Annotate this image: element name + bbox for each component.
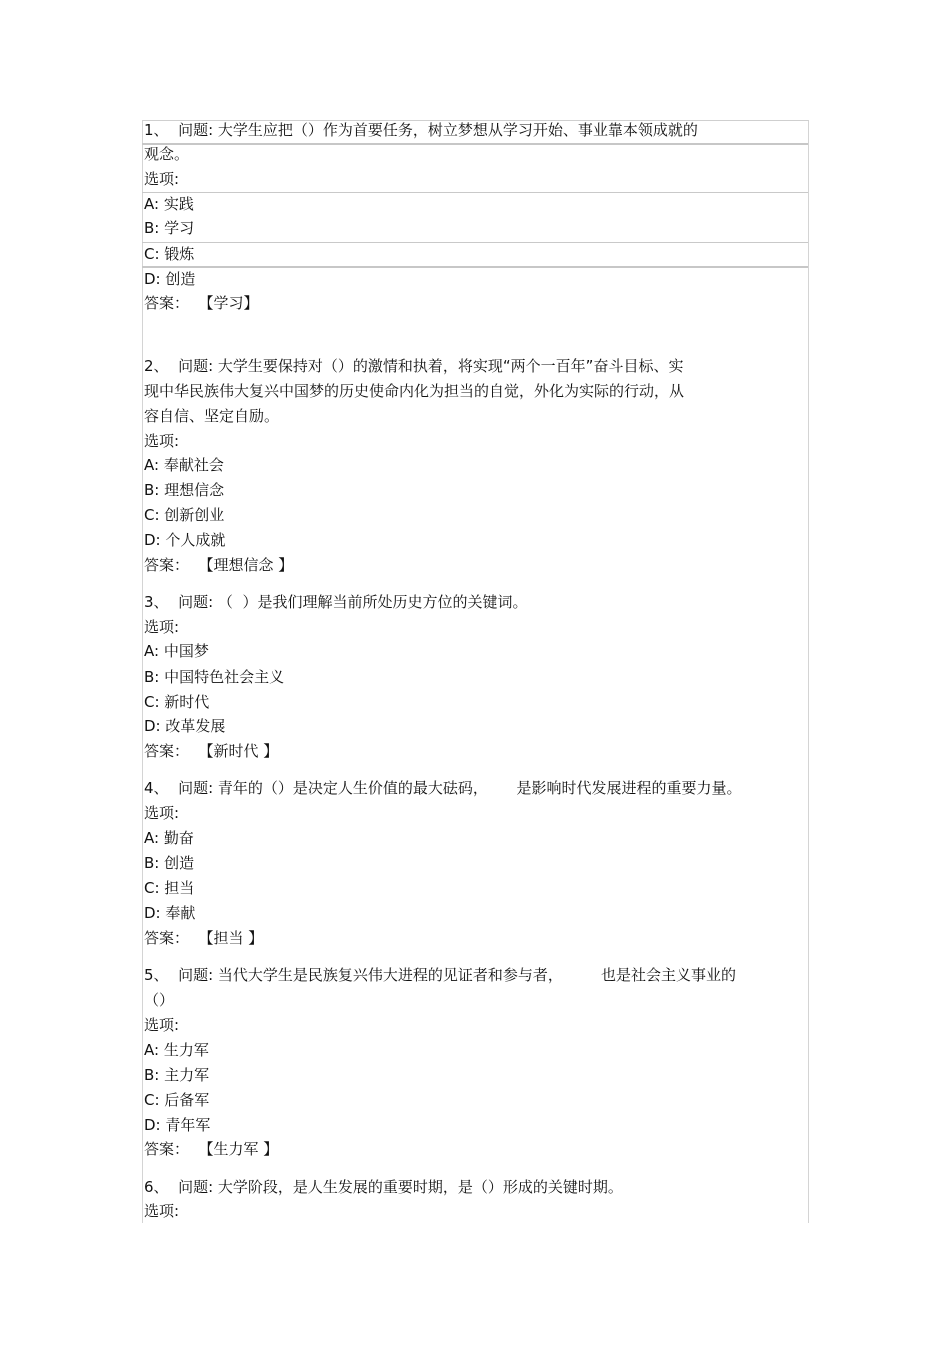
question-6-text: 6、 问题: 大学阶段，是人生发展的重要时期，是（）形成的关键时期。 [144,1178,623,1196]
question-3-text: 3、 问题: （ ）是我们理解当前所处历史方位的关键词。 [144,593,528,611]
question-2-text-cont: 现中华民族伟大复兴中国梦的历史使命内化为担当的自觉，外化为实际的行动，从 [144,382,685,400]
question-6-options-label: 选项: [144,1202,180,1220]
table-rule [142,143,808,145]
question-3-option-a: A: 中国梦 [144,642,209,660]
question-1-option-b: B: 学习 [144,219,195,237]
question-2-answer: 答案： 【理想信念 】 [144,556,294,574]
question-4-answer: 答案： 【担当 】 [144,929,264,947]
question-2-option-b: B: 理想信念 [144,481,225,499]
question-4-option-c: C: 担当 [144,879,195,897]
question-5-answer: 答案： 【生力军 】 [144,1140,279,1158]
question-1-options-label: 选项: [144,170,180,188]
table-rule [142,242,808,243]
table-rule [142,266,808,268]
question-4-option-a: A: 勤奋 [144,829,194,847]
question-1-answer: 答案： 【学习】 [144,294,259,312]
question-5-text-cont: （） [144,991,175,1009]
question-2-option-a: A: 奉献社会 [144,456,224,474]
question-5-text: 5、 问题: 当代大学生是民族复兴伟大进程的见证者和参与者， 也是社会主义事业的 [144,966,737,984]
question-3-option-c: C: 新时代 [144,693,210,711]
question-3-answer: 答案： 【新时代 】 [144,742,279,760]
question-2-text-cont: 容自信、坚定自励。 [144,407,280,425]
question-3-option-d: D: 改革发展 [144,717,226,735]
question-2-options-label: 选项: [144,432,180,450]
question-5-options-label: 选项: [144,1016,180,1034]
question-2-option-c: C: 创新创业 [144,506,225,524]
question-4-options-label: 选项: [144,804,180,822]
question-4-option-d: D: 奉献 [144,904,196,922]
question-1-text: 1、 问题: 大学生应把（）作为首要任务，树立梦想从学习开始、事业靠本领成就的 [144,121,698,139]
question-2-option-d: D: 个人成就 [144,531,226,549]
question-3-options-label: 选项: [144,618,180,636]
question-4-option-b: B: 创造 [144,854,195,872]
table-rule [142,192,808,193]
question-1-option-a: A: 实践 [144,195,194,213]
question-1-option-c: C: 锻炼 [144,245,195,263]
question-1-option-d: D: 创造 [144,270,196,288]
question-1-text-cont: 观念。 [144,145,190,163]
question-2-text: 2、 问题: 大学生要保持对（）的激情和执着，将实现“两个一百年”奋斗目标、实 [144,357,684,375]
question-3-option-b: B: 中国特色社会主义 [144,668,285,686]
question-5-option-c: C: 后备军 [144,1091,210,1109]
question-5-option-a: A: 生力军 [144,1041,209,1059]
question-5-option-d: D: 青年军 [144,1116,211,1134]
question-5-option-b: B: 主力军 [144,1066,210,1084]
question-4-text: 4、 问题: 青年的（）是决定人生价值的最大砝码， 是影响时代发展进程的重要力量。 [144,779,742,797]
